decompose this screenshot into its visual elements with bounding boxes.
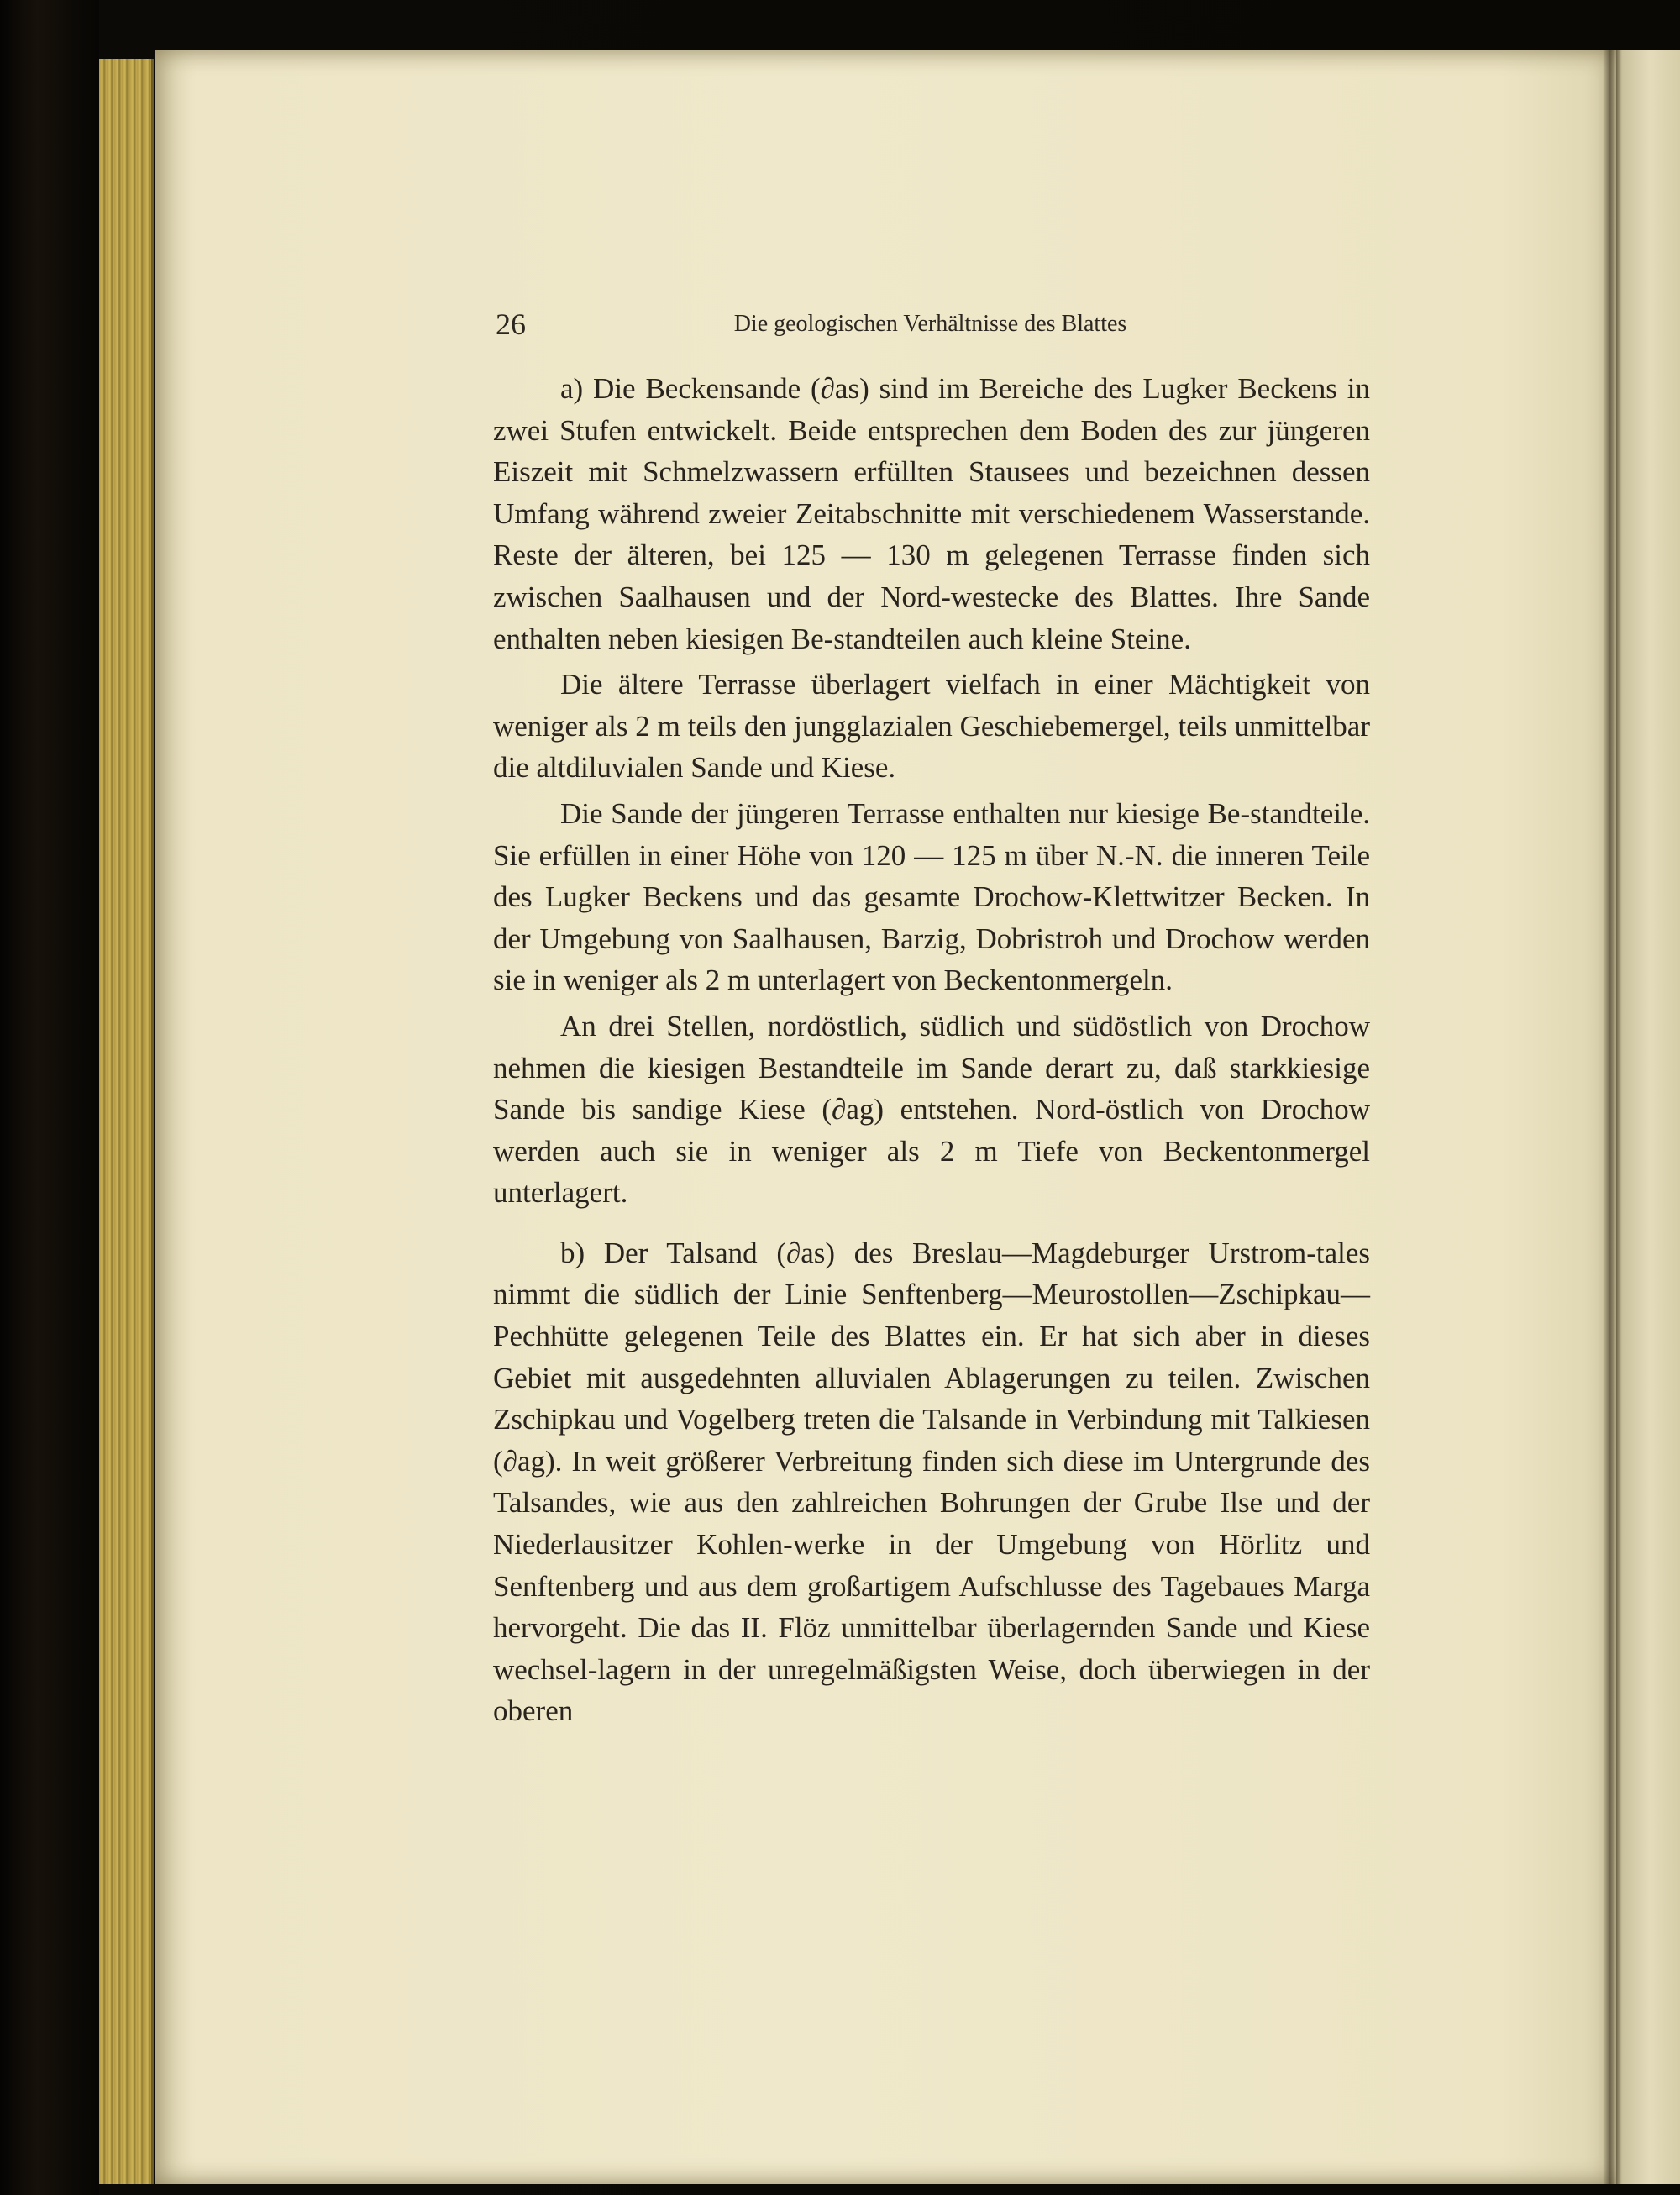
paragraph-drei-stellen: An drei Stellen, nordöstlich, südlich und südöstlich von Drochow nehmen die kiesigen Bestandteile im Sande derart zu, daß starkkiesige Sande bis sandige Kiese (∂ag) entstehen. Nord-östlich von Drochow werden auch sie in weniger als 2 m Tiefe von Beckentonmergel unterlagert.	[493, 1009, 1370, 1210]
running-head: Die geologischen Verhältnisse des Blattes	[733, 311, 1127, 337]
page-header	[496, 306, 1365, 343]
paragraph-beckensande: a) Die Beckensande (∂as) sind im Bereiche des Lugker Beckens in zwei Stufen entwickelt. Beide entsprechen dem Boden des zur jüngeren Eiszeit mit Schmelzwassern erfüllten Stausees und bezeichnen dessen Umfang während zweier Zeitabschnitte mit verschiedenem Wasserstande. Reste der älteren, bei 125 — 130 m gelegenen Terrasse finden sich zwischen Saalhausen und der Nord-westecke des Blattes. Ihre Sande enthalten neben kiesigen Be-standteilen auch kleine Steine.	[493, 372, 1370, 655]
paragraph-juengere-terrasse: Die Sande der jüngeren Terrasse enthalten nur kiesige Be-standteile. Sie erfüllen in einer Höhe von 120 — 125 m über N.-N. die inneren Teile des Lugker Beckens und das gesamte Drochow-Klettwitzer Becken. In der Umgebung von Saalhausen, Barzig, Dobristroh und Drochow werden sie in weniger als 2 m unterlagert von Beckentonmergeln.	[493, 796, 1370, 997]
page-fold-shadow	[1603, 50, 1616, 2184]
page-number: 26	[496, 307, 526, 341]
paragraph-aeltere-terrasse: Die ältere Terrasse überlagert vielfach in einer Mächtigkeit von weniger als 2 m teils den jungglazialen Geschiebemergel, teils unmittelbar die altdiluvialen Sande und Kiese.	[493, 668, 1370, 785]
body-text	[493, 368, 1370, 1736]
gilt-page-edges	[99, 59, 154, 2184]
paragraph-talsand: b) Der Talsand (∂as) des Breslau—Magdeburger Urstrom-tales nimmt die südlich der Linie Senftenberg—Meurostollen—Zschipkau—Pechhütte gelegenen Teile des Blattes ein. Er hat sich aber in dieses Gebiet mit ausgedehnten alluvialen Ablagerungen zu teilen. Zwischen Zschipkau und Vogelberg treten die Talsande in Verbindung mit Talkiesen (∂ag). In weit größerer Verbreitung finden sich diese im Untergrunde des Talsandes, wie aus den zahlreichen Bohrungen der Grube Ilse und der Niederlausitzer Kohlen-werke in der Umgebung von Hörlitz und Senftenberg und aus dem großartigem Aufschlusse des Tagebaues Marga hervorgeht. Die das II. Flöz unmittelbar überlagernden Sande und Kiese wechsel-lagern in der unregelmäßigsten Weise, doch überwiegen in der oberen	[493, 1236, 1370, 1728]
next-page-edge	[1616, 50, 1680, 2184]
book-cover-board	[0, 0, 99, 2195]
